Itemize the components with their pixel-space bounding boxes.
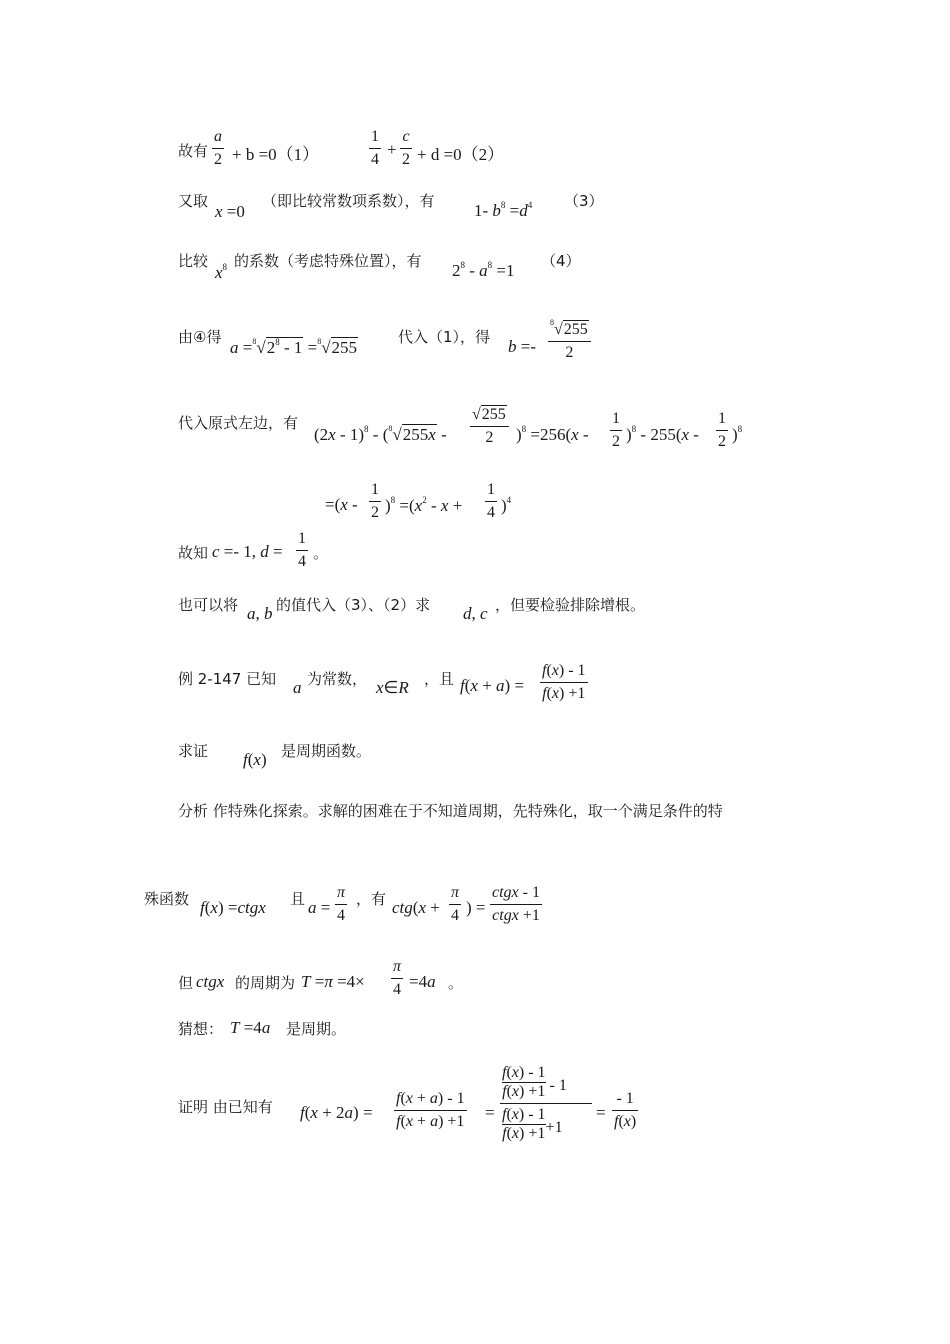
equation-2: + d =0（2） [417, 145, 505, 164]
document-page: 故有 a 2 + b =0（1） 1 4 + c 2 + d =0（2） 又取 x =0 （即比较常数项系数），有 1- $b^8 =d^4$ （3） 比较 $x^8$ 的系数（考虑特殊位置），有 $2^8 - a^8 =1$ （4） 由④得 $a =^8√2^8 - 1 =^8√255$ 代入（1），得 b =- $^8$√255 2 代入原式左边，有 (2x - 1)$^8$ - ($^8$√255x - √255 2 )$^8$ =256(x - 1 2 )$^8$ - 255(x - 1 2 )$^8$ =(x - 1 2 )$^8 =(x^2 - x$ + 1 4 )$^4$ 故知 c =- 1, d = 1 4 。 也可以将 a, b 的值代入（3）、（2）求 d, c ，但要检验排除增根。 例 2-147 已知 a 为常数， x∈R ，且 f(x + a) = f(x) - 1 f(x) +1 求证 f(x) 是周期函数。 分析 作特殊化探索。求解的困难在于不知道周期，先特殊化，取一个满足条件的特 殊函数 f(x) =ctgx 且 a = π 4 ，有 ctg(x + π 4 ) = ctgx - 1 ctgx +1 但 ctgx 的周期为 T =π =4× π 4 =4a 。 猜想： T =4a 是周期。 证明 由已知有 f(x + 2a) = f(x + a) - 1 f(x + a) +1 = $\frac{f(x) - 1}{f(x) +1}$ - 1 $\frac{f(x) - 1}{f(x) +1}$ +1 = - 1 f(x) [144, 128, 743, 1142]
line-5-prefix: 代入原式左边，有 [178, 414, 299, 432]
special-function-prefix: 殊函数 [144, 890, 190, 908]
fraction-c-over-2: c 2 [402, 128, 410, 168]
label-4: （4） [541, 252, 581, 270]
example-and: ，且 [424, 670, 455, 688]
line-8-mid: 的值代入（3）、（2）求 [276, 596, 431, 614]
line-3-note: 的系数（考虑特殊位置），有 [234, 252, 422, 270]
line-2-prefix: 又取 [178, 192, 209, 210]
period-mid: 的周期为 [235, 974, 296, 992]
line-4-mid: 代入（1），得 [398, 328, 491, 346]
line-4-prefix: 由④得 [178, 328, 222, 346]
line-1-prefix: 故有 [178, 142, 209, 160]
fraction-1-over-4: 1 4 [371, 128, 379, 168]
example-const: 为常数， [307, 670, 368, 688]
line-8-suffix: ，但要检验排除增根。 [495, 596, 646, 614]
line-2-note: （即比较常数项系数），有 [262, 192, 435, 210]
label-3: （3） [564, 192, 604, 210]
guess-prefix: 猜想： [178, 1020, 224, 1038]
guess-suffix: 是周期。 [286, 1020, 347, 1038]
line-3-prefix: 比较 [178, 252, 209, 270]
prove-label: 求证 [178, 742, 209, 760]
fraction-root-255-over-2: $^8$√255 2 [548, 318, 591, 362]
equation-1: + b =0（1） [232, 145, 320, 164]
line-7-prefix: 故知 [178, 544, 209, 562]
period-prefix: 但 [178, 974, 194, 992]
and-word: 且 [290, 890, 306, 908]
line-8-prefix: 也可以将 [178, 596, 239, 614]
example-heading: 例 2-147 已知 [178, 670, 277, 688]
proof-prefix: 证明 由已知有 [178, 1098, 273, 1116]
prove-statement: 是周期函数。 [281, 742, 372, 760]
have-word: ，有 [356, 890, 387, 908]
fraction-a-over-2: a 2 [214, 128, 222, 168]
analysis-line: 分析 作特殊化探索。求解的困难在于不知道周期，先特殊化，取一个满足条件的特 [178, 802, 723, 820]
